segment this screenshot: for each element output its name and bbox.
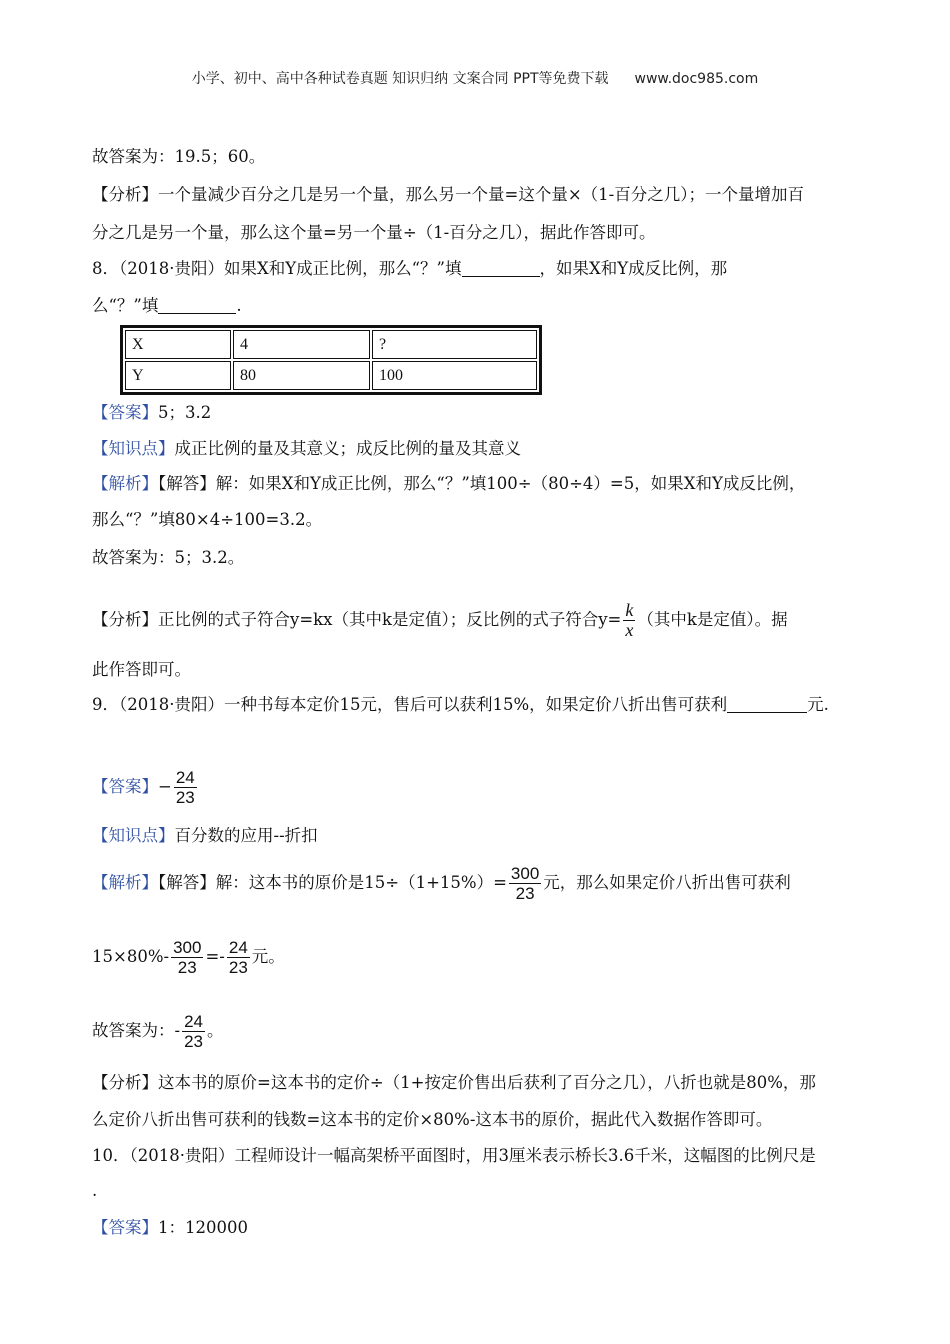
analysis-line: 【分析】一个量减少百分之几是另一个量，那么另一个量=这个量×（1-百分之几）；一个量增加百 xyxy=(92,185,804,204)
analysis-8-cont: 此作答即可。 xyxy=(92,660,191,679)
solution-9-calc: 15×80%- $\frac{300}{23}$ =- $\frac{24}{23}$ 元。 xyxy=(92,938,285,977)
question-10-cont: . xyxy=(92,1181,98,1200)
knowledge-8: 【知识点】成正比例的量及其意义；成反比例的量及其意义 xyxy=(92,439,521,458)
question-9: 9．（2018·贵阳）一种书每本定价15元，售后可以获利15%，如果定价八折出售可获利 元. xyxy=(92,695,829,714)
header-url[interactable]: www.doc985.com xyxy=(634,71,759,87)
analysis-8: 【分析】正比例的式子符合y=kx（其中k是定值）；反比例的式子符合y= $\frac{k}{x}$ （其中k是定值）。据 xyxy=(92,600,788,640)
solution-9: 【解析】【解答】解：这本书的原价是15÷（1+15%）= $\frac{300}{23}$ 元，那么如果定价八折出售可获利 xyxy=(92,864,791,903)
fraction-24-23: $\frac{24}{23}$ xyxy=(228,938,248,977)
table-cell: Y xyxy=(125,361,231,390)
page-header xyxy=(0,68,950,88)
answer-blank xyxy=(462,260,540,277)
fraction-k-over-x: $\frac{k}{x}$ xyxy=(625,600,634,640)
solution-8: 【解析】【解答】解：如果X和Y成正比例，那么“？”填100÷（80÷4）=5，如果X和Y成反比例， xyxy=(92,474,806,493)
analysis-9-cont: 么定价八折出售可获利的钱数=这本书的定价×80%-这本书的原价，据此代入数据作答即可。 xyxy=(92,1110,773,1129)
fraction-300-23: $\frac{300}{23}$ xyxy=(173,938,202,977)
question-8-cont: 么“？”填 . xyxy=(92,296,242,315)
analysis-line: 分之几是另一个量，那么这个量=另一个量÷（1-百分之几），据此作答即可。 xyxy=(92,223,656,242)
question-10: 10．（2018·贵阳）工程师设计一幅高架桥平面图时，用3厘米表示桥长3.6千米，这幅图的比例尺是 xyxy=(92,1146,816,1165)
fraction-24-23: $\frac{24}{23}$ xyxy=(175,768,195,807)
solution-8-answer: 故答案为：5；3.2。 xyxy=(92,548,245,567)
answer-line: 故答案为：19.5；60。 xyxy=(92,147,266,166)
solution-9-answer: 故答案为：- $\frac{24}{23}$ 。 xyxy=(92,1012,224,1051)
fraction-300-23: $\frac{300}{23}$ xyxy=(510,864,540,903)
table-cell: ? xyxy=(372,330,537,359)
answer-blank xyxy=(158,297,236,314)
question-8: 8．（2018·贵阳）如果X和Y成正比例，那么“？”填 ，如果X和Y成反比例，那 xyxy=(92,259,728,278)
xy-table xyxy=(120,325,542,395)
answer-10: 【答案】1：120000 xyxy=(92,1218,248,1237)
table-cell: X xyxy=(125,330,231,359)
table-row xyxy=(125,361,537,390)
answer-9: 【答案】− $\frac{24}{23}$ xyxy=(92,768,195,807)
fraction-24-23: $\frac{24}{23}$ xyxy=(184,1012,203,1051)
knowledge-9: 【知识点】百分数的应用--折扣 xyxy=(92,826,318,845)
table-cell: 80 xyxy=(233,361,370,390)
answer-blank xyxy=(727,696,807,713)
table-row xyxy=(125,330,537,359)
header-title: 小学、初中、高中各种试卷真题 知识归纳 文案合同 PPT等免费下载 xyxy=(191,71,609,87)
answer-8: 【答案】5；3.2 xyxy=(92,403,212,422)
solution-8-cont: 那么“？”填80×4÷100=3.2。 xyxy=(92,510,323,529)
table-cell: 100 xyxy=(372,361,537,390)
analysis-9: 【分析】这本书的原价=这本书的定价÷（1+按定价售出后获利了百分之几），八折也就是80%，那 xyxy=(92,1073,816,1092)
table-cell: 4 xyxy=(233,330,370,359)
